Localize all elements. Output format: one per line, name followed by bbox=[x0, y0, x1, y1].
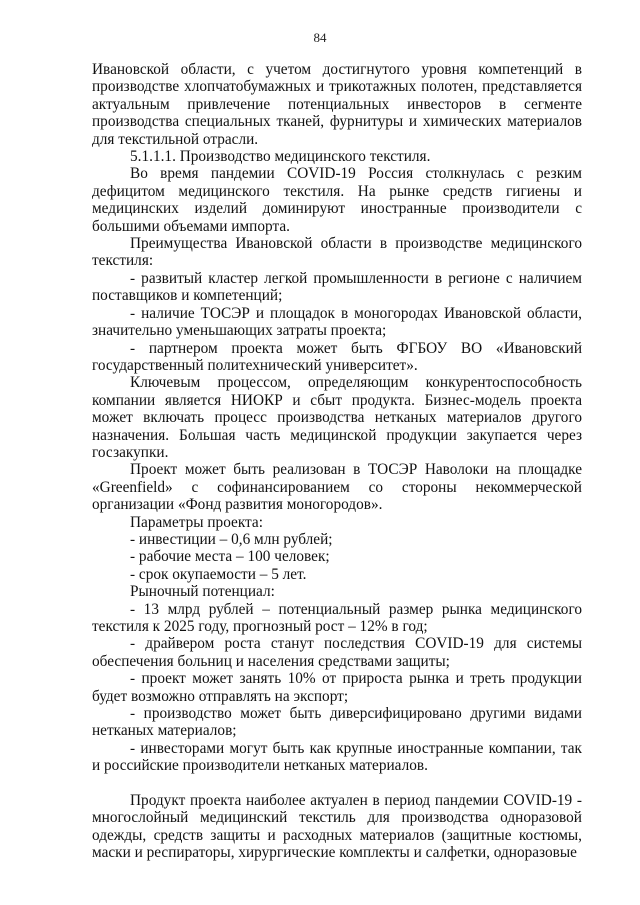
document-body bbox=[92, 61, 582, 862]
paragraph: - срок окупаемости – 5 лет. bbox=[130, 565, 307, 583]
paragraph: - производство может быть диверсифицировано другими видами нетканых материалов; bbox=[92, 705, 582, 740]
paragraph: - развитый кластер легкой промышленности в регионе с наличием поставщиков и компетенций; bbox=[92, 269, 582, 305]
paragraph: - инвесторами могут быть как крупные иностранные компании, так и российские производители нетканых материалов. bbox=[92, 739, 582, 775]
paragraph: 5.1.1.1. Производство медицинского текстиля. bbox=[130, 148, 431, 166]
paragraph: Проект может быть реализован в ТОСЭР Наволоки на площадке «Greenfield» с софинансированием со стороны некоммерческой организации «Фонд развития моногородов». bbox=[92, 461, 582, 514]
paragraph: - драйвером роста станут последствия COVID-19 для системы обеспечения больниц и населения средствами защиты; bbox=[92, 635, 582, 670]
page-number: 84 bbox=[313, 30, 327, 45]
paragraph: Рыночный потенциал: bbox=[130, 583, 275, 601]
paragraph: - наличие ТОСЭР и площадок в моногородах Ивановской области, значительно уменьшающих затраты проекта; bbox=[92, 304, 582, 340]
paragraph: Ивановской области, с учетом достигнутого уровня компетенций в производстве хлопчатобумажных и трикотажных полотен, представляется актуальным привлечение потенциальных инвесторов в сегменте производства специальных тканей, фурнитуры и химических материалов для текстильной отрасли. bbox=[92, 61, 582, 148]
paragraph: Параметры проекта: bbox=[130, 513, 263, 531]
paragraph: - рабочие места – 100 человек; bbox=[130, 548, 330, 566]
paragraph: - проект может занять 10% от прироста рынка и треть продукции будет возможно отправлять на экспорт; bbox=[92, 670, 582, 705]
paragraph: Продукт проекта наиболее актуален в период пандемии COVID-19 - многослойный медицинский текстиль для производства одноразовой одежды, средств защиты и расходных материалов (защитные костюмы, маски и респираторы, хирургические комплекты и салфетки, одноразовые bbox=[92, 792, 582, 862]
blank-line bbox=[92, 775, 582, 792]
paragraph: - партнером проекта может быть ФГБОУ ВО «Ивановский государственный политехнический университет». bbox=[92, 339, 582, 374]
paragraph: Во время пандемии COVID-19 Россия столкнулась с резким дефицитом медицинского текстиля. На рынке средств гигиены и медицинских изделий доминируют иностранные производители с большими объемами импорта. bbox=[92, 165, 582, 235]
paragraph: Преимущества Ивановской области в производстве медицинского текстиля: bbox=[92, 235, 582, 270]
paragraph: Ключевым процессом, определяющим конкурентоспособность компании является НИОКР и сбыт продукта. Бизнес-модель проекта может включать процесс производства нетканых материалов другого назначения. Большая часть медицинской продукции закупается через госзакупки. bbox=[92, 374, 582, 461]
paragraph: - инвестиции – 0,6 млн рублей; bbox=[130, 530, 333, 548]
paragraph: - 13 млрд рублей – потенциальный размер рынка медицинского текстиля к 2025 году, прогнозный рост – 12% в год; bbox=[92, 600, 582, 635]
